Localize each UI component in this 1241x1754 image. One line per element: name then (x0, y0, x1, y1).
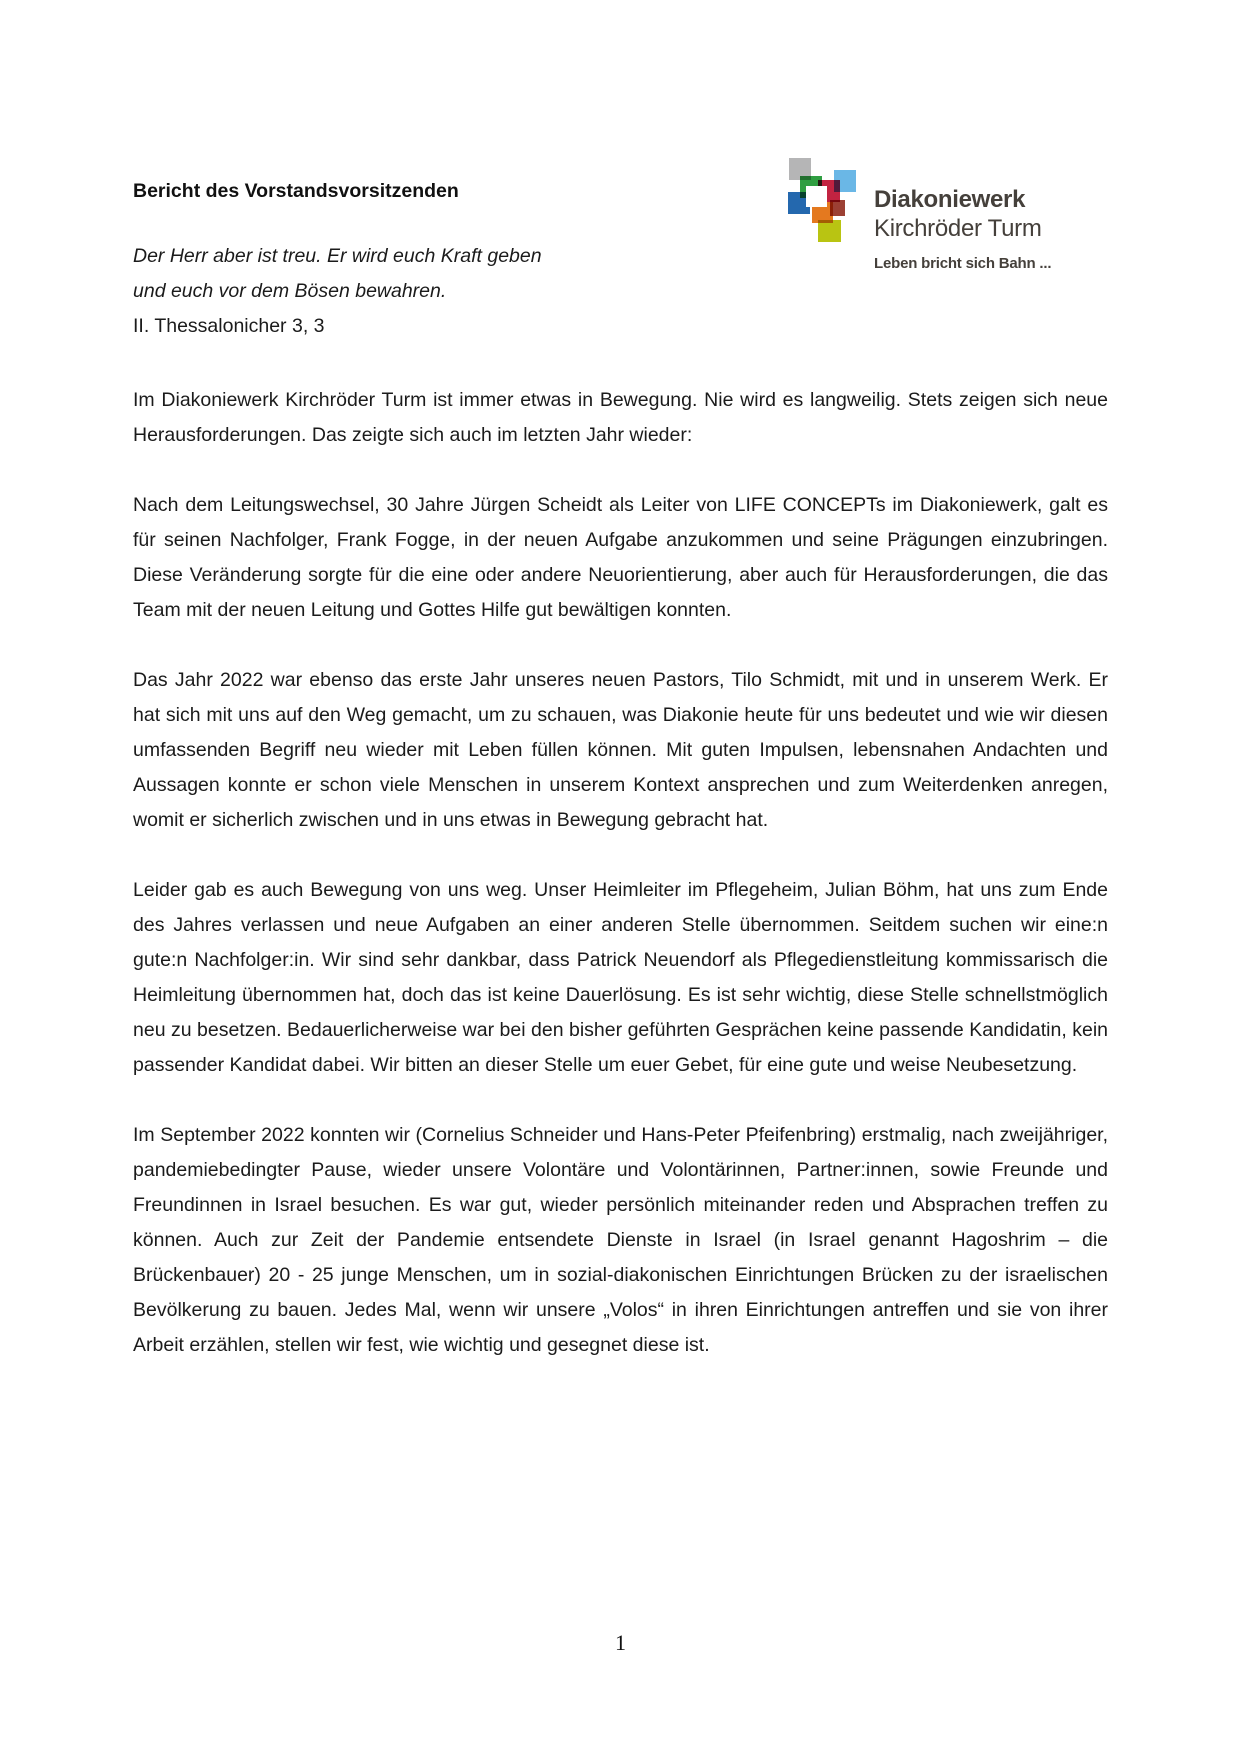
logo-squares-icon (788, 157, 858, 245)
diakoniewerk-logo (788, 157, 1051, 273)
logo-tagline: Leben bricht sich Bahn ... (874, 255, 1052, 272)
page-number: 1 (615, 1630, 626, 1655)
quote-reference: II. Thessalonicher 3, 3 (133, 315, 325, 337)
logo-text (874, 185, 1051, 273)
quote-line-1: Der Herr aber ist treu. Er wird euch Kraft geben (133, 245, 542, 267)
page-footer (0, 1630, 1241, 1656)
paragraph-1: Im Diakoniewerk Kirchröder Turm ist immer etwas in Bewegung. Nie wird es langweilig. Stets zeigen sich neue Herausforderungen. Das zeigte sich auch im letzten Jahr wieder: (133, 389, 1108, 446)
paragraph-2: Nach dem Leitungswechsel, 30 Jahre Jürgen Scheidt als Leiter von LIFE CONCEPTs im Diakoniewerk, galt es für seinen Nachfolger, Frank Fogge, in der neuen Aufgabe anzukommen und seine Prägungen einzubringen. Diese Veränderung sorgte für die eine oder andere Neuorientierung, aber auch für Herausforderungen, die das Team mit der neuen Leitung und Gottes Hilfe gut bewältigen konnten. (133, 494, 1108, 621)
logo-square-maroon-icon (830, 200, 845, 216)
report-body (133, 383, 1108, 1363)
logo-name-line1: Diakoniewerk (874, 186, 1026, 213)
paragraph-3: Das Jahr 2022 war ebenso das erste Jahr unseres neuen Pastors, Tilo Schmidt, mit und in unserem Werk. Er hat sich mit uns auf den Weg gemacht, um zu schauen, was Diakonie heute für uns bedeutet und wie wir diesen umfassenden Begriff neu wieder mit Leben füllen können. Mit guten Impulsen, lebensnahen Andachten und Aussagen konnte er schon viele Menschen in unserem Kontext ansprechen und zum Weiterdenken anregen, womit er sicherlich zwischen und in uns etwas in Bewegung gebracht hat. (133, 669, 1108, 831)
page-title: Bericht des Vorstandsvorsitzenden (133, 180, 459, 202)
paragraph-4: Leider gab es auch Bewegung von uns weg. Unser Heimleiter im Pflegeheim, Julian Böhm, hat uns zum Ende des Jahres verlassen und neue Aufgaben an einer anderen Stelle übernommen. Seitdem suchen wir eine:n gute:n Nachfolger:in. Wir sind sehr dankbar, dass Patrick Neuendorf als Pflegedienstleitung kommissarisch die Heimleitung übernommen hat, doch das ist keine Dauerlösung. Es ist sehr wichtig, diese Stelle schnellstmöglich neu zu besetzen. Bedauerlicherweise war bei den bisher geführten Gesprächen keine passende Kandidatin, kein passender Kandidat dabei. Wir bitten an dieser Stelle um euer Gebet, für eine gute und weise Neubesetzung. (133, 879, 1108, 1076)
logo-square-white-icon (806, 186, 827, 207)
quote-line-2: und euch vor dem Bösen bewahren. (133, 280, 447, 302)
logo-square-lime-icon (818, 220, 841, 242)
logo-name-line2: Kirchröder Turm (874, 215, 1042, 242)
paragraph-5: Im September 2022 konnten wir (Cornelius Schneider und Hans-Peter Pfeifenbring) erstmalig, nach zweijähriger, pandemiebedingter Pause, wieder unsere Volontäre und Volontärinnen, Partner:innen, sowie Freunde und Freundinnen in Israel besuchen. Es war gut, wieder persönlich miteinander reden und Absprachen treffen zu können. Auch zur Zeit der Pandemie entsendete Dienste in Israel (in Israel genannt Hagoshrim – die Brückenbauer) 20 - 25 junge Menschen, um in sozial-diakonischen Einrichtungen Brücken zu der israelischen Bevölkerung zu bauen. Jedes Mal, wenn wir unsere „Volos“ in ihren Einrichtungen antreffen und sie von ihrer Arbeit erzählen, stellen wir fest, wie wichtig und gesegnet diese ist. (133, 1124, 1108, 1356)
